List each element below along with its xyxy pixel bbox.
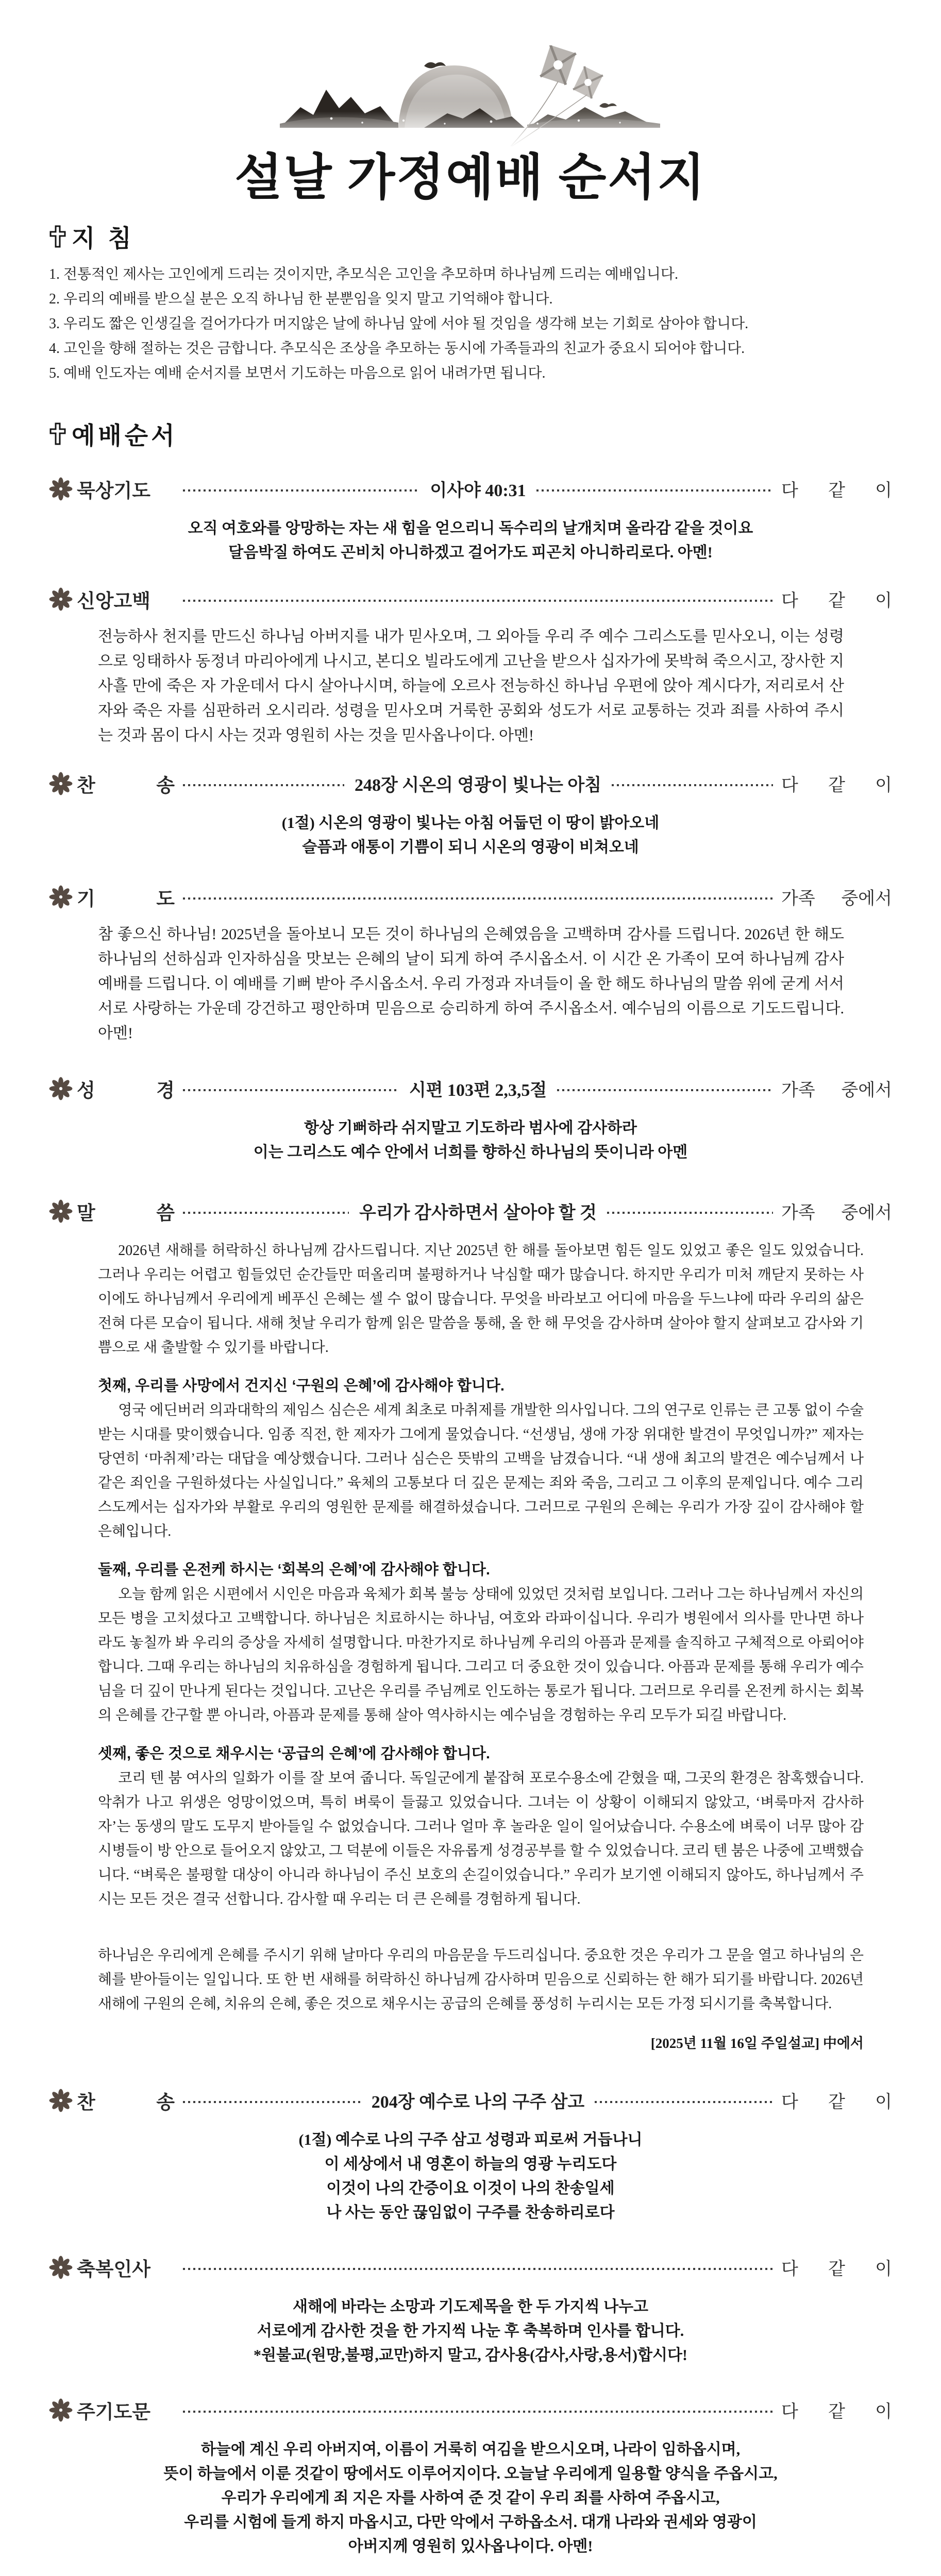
prayer-line: 우리가 우리에게 죄 지은 자를 사하여 준 것 같이 우리 죄를 사하여 주옵시고, <box>221 2489 720 2506</box>
lords-prayer-text <box>0 2437 941 2558</box>
dotted-leader <box>595 2101 773 2103</box>
sermon-point-3-heading: 셋째, 좋은 것으로 채우시는 ‘공급의 은혜’에 감사해야 합니다. <box>98 1745 490 1762</box>
sermon-point-1-heading: 첫째, 우리를 사망에서 건지신 ‘구원의 은혜’에 감사해야 합니다. <box>98 1377 505 1394</box>
flower-icon <box>49 477 73 501</box>
verse-line: (1절) 예수로 나의 구주 삼고 성령과 피로써 거듭나니 <box>298 2131 643 2148</box>
scripture-reference: 이사야 40:31 <box>430 481 526 501</box>
dotted-leader <box>557 1089 773 1091</box>
guideline-item: 1. 전통적인 제사는 고인에게 드리는 것이지만, 추모식은 고인을 추모하며 하나님께 드리는 예배입니다. <box>49 266 678 282</box>
family-prayer-text: 참 좋으신 하나님! 2025년을 돌아보니 모든 것이 하나님의 은혜였음을 고백하며 감사를 드립니다. 2026년 한 해도 하나님의 선하심과 인자하심을 맛보는 은혜의 날이 되게 하여 주시옵소서. 이 시간 온 가족이 모여 하나님께 감사예배를 드립니다. 이 예배를 기뻐 받아 주시옵소서. 우리 가정과 자녀들이 올 한 해도 하나님의 말씀 위에 굳게 서서 서로 사랑하는 가운데 강건하고 평안하며 믿음으로 승리하게 하여 주시옵소서. 예수님의 이름으로 기도드립니다. 아멘! <box>98 925 844 1042</box>
order-item-title: 주기도문 <box>77 2401 150 2423</box>
verse-line: 이 세상에서 내 영혼이 하늘의 영광 누리도다 <box>324 2155 617 2173</box>
page-title: 설날 가정예배 순서지 <box>234 150 707 205</box>
dotted-leader <box>536 489 773 492</box>
quote-line: 오직 여호와를 앙망하는 자는 새 힘을 얻으리니 독수리의 날개치며 올라감 같을 것이요 <box>188 519 753 537</box>
order-item-performer: 가족 중에서 <box>781 1204 893 1223</box>
order-item-title: 성 경 <box>77 1080 175 1101</box>
sermon-point-2-heading: 둘째, 우리를 온전케 하시는 ‘회복의 은혜’에 감사해야 합니다. <box>98 1561 490 1578</box>
order-row-hymn-248 <box>49 770 892 798</box>
guidelines-header <box>49 219 941 254</box>
cross-icon <box>49 422 66 446</box>
guidelines-list <box>49 262 892 386</box>
flower-icon <box>49 2089 73 2112</box>
meditation-scripture-text <box>0 516 941 565</box>
dotted-leader <box>183 784 344 786</box>
order-header <box>49 417 941 451</box>
order-item-title: 찬 송 <box>77 775 175 796</box>
order-item-title: 묵상기도 <box>77 480 150 502</box>
order-row-lords-prayer <box>49 2396 892 2424</box>
guidelines-header-label: 지 침 <box>72 224 135 252</box>
guideline-item: 5. 예배 인도자는 예배 순서지를 보면서 기도하는 마음으로 읽어 내려가면 됩니다. <box>49 365 546 381</box>
hymn-204-verse <box>0 2128 941 2225</box>
prayer-line: 우리를 시험에 들게 하지 마옵시고, 다만 악에서 구하옵소서. 대개 나라와 권세와 영광이 <box>184 2513 757 2531</box>
bird-icon-2 <box>599 103 617 108</box>
flower-icon <box>49 1077 73 1100</box>
order-item-title: 말 씀 <box>77 1202 175 1224</box>
dotted-leader <box>183 897 773 900</box>
order-item-performer: 다 같 이 <box>781 776 893 795</box>
verse-line: 이것이 나의 간증이요 이것이 나의 찬송일세 <box>326 2179 615 2197</box>
order-item-title: 신앙고백 <box>77 590 150 612</box>
sermon-point-3-body: 코리 텐 붐 여사의 일화가 이를 잘 보여 줍니다. 독일군에게 붙잡혀 포로수용소에 갇혔을 때, 그곳의 환경은 참혹했습니다. 악취가 나고 위생은 엉망이었으며, 특히 벼룩이 들끓고 있었습니다. 그녀는 이 상황이 이해되지 않았고, ‘벼룩마저 감사하자’는 동생의 말도 도무지 받아들일 수 없었습니다. 그러나 얼마 후 놀라운 일이 일어났습니다. 수용소에 벼룩이 너무 많아 감시병들이 방 안으로 들어오지 않았고, 그 덕분에 이들은 자유롭게 성경공부를 할 수 있었습니다. 코리 텐 붐은 나중에 고백했습니다. “벼룩은 불평할 대상이 아니라 하나님이 주신 보호의 손길이었습니다.” 우리가 보기엔 이해되지 않아도, 하나님께서 주시는 모든 것은 결국 선합니다. 감사할 때 우리는 더 큰 은혜를 경험하게 됩니다. <box>98 1770 864 1907</box>
order-item-title: 축복인사 <box>77 2259 150 2280</box>
dotted-leader <box>183 489 419 492</box>
dotted-leader <box>183 1212 349 1214</box>
cross-icon <box>49 225 66 248</box>
guideline-item: 4. 고인을 향해 절하는 것은 금합니다. 추모식은 조상을 추모하는 동시에 가족들과의 친교가 중요시 되어야 합니다. <box>49 340 745 357</box>
order-item-performer: 다 같 이 <box>781 2260 892 2279</box>
scripture-reference: 시편 103편 2,3,5절 <box>409 1081 547 1100</box>
order-item-performer: 다 같 이 <box>781 481 893 501</box>
order-row-prayer <box>49 883 892 911</box>
prayer-line: 하늘에 계신 우리 아버지여, 이름이 거룩히 여김을 받으시오며, 나라이 임하옵시며, <box>200 2441 741 2458</box>
order-item-performer: 다 같 이 <box>781 591 892 611</box>
instruction-line: *원불교(원망,불평,교만)하지 말고, 감사용(감사,사랑,용서)합시다! <box>254 2346 687 2364</box>
order-header-label: 예배순서 <box>72 421 178 449</box>
hymn-248-verse <box>0 811 941 859</box>
order-row-creed <box>49 585 892 613</box>
verse-line: 나 사는 동안 끊임없이 구주를 찬송하리로다 <box>326 2204 615 2221</box>
dotted-leader <box>183 2268 773 2270</box>
apostles-creed-text: 전능하사 천지를 만드신 하나님 아버지를 내가 믿사오며, 그 외아들 우리 주 예수 그리스도를 믿사오니, 이는 성령으로 잉태하사 동정녀 마리아에게 나시고, 본디오 빌라도에게 고난을 받으사 십자가에 못박혀 죽으시고, 장사한 지 사흘 만에 죽은 자 가운데서 다시 살아나시며, 하늘에 오르사 전능하신 하나님 우편에 앉아 계시다가, 저리로서 산 자와 죽은 자를 심판하러 오시리라. 성령을 믿사오며 거룩한 공회와 성도가 서로 교통하는 것과 죄를 사하여 주시는 것과 몸이 다시 사는 것과 영원히 사는 것을 믿사옵나이다. 아멘! <box>98 628 844 744</box>
prayer-line: 아버지께 영원히 있사옵나이다. 아멘! <box>348 2537 593 2555</box>
flower-icon <box>49 772 73 795</box>
sermon-title: 우리가 감사하면서 살아야 할 것 <box>359 1204 597 1223</box>
order-row-sermon <box>49 1197 892 1225</box>
instruction-line: 새해에 바라는 소망과 기도제목을 한 두 가지씩 나누고 <box>292 2298 649 2315</box>
scripture-reading-text <box>0 1116 941 1164</box>
quote-line: 항상 기뻐하라 쉬지말고 기도하라 범사에 감사하라 <box>304 1119 637 1137</box>
dotted-leader <box>183 2411 773 2413</box>
flower-icon <box>49 2256 73 2279</box>
order-item-performer: 다 같 이 <box>781 2402 892 2422</box>
flower-icon <box>49 885 73 909</box>
ink-mountain-illustration <box>270 45 671 148</box>
flower-icon <box>49 587 73 611</box>
order-row-meditation-prayer <box>49 475 892 503</box>
order-row-hymn-204 <box>49 2087 892 2114</box>
sermon-point-2-body: 오늘 함께 읽은 시편에서 시인은 마음과 육체가 회복 불능 상태에 있었던 것처럼 보입니다. 그러나 그는 하나님께서 자신의 모든 병을 고치셨다고 고백합니다. 하나님은 치료하시는 하나님, 여호와 라파이십니다. 우리가 병원에서 의사를 만나면 하나라도 놓칠까 봐 우리의 증상을 자세히 설명합니다. 마찬가지로 하나님께 우리의 아픔과 문제를 솔직하고 구체적으로 아뢰어야 합니다. 그때 우리는 하나님의 치유하심을 경험하게 됩니다. 그리고 더 중요한 것이 있습니다. 아픔과 문제를 통해 우리가 예수님을 더 깊이 만나게 된다는 것입니다. 고난은 우리를 주님께로 인도하는 통로가 됩니다. 그러므로 우리를 온전케 하시는 회복의 은혜를 간구할 뿐 아니라, 아픔과 문제를 통해 살아 역사하시는 예수님을 경험하는 우리 모두가 되길 바랍니다. <box>98 1586 864 1723</box>
order-row-blessing-greeting <box>49 2253 892 2281</box>
sermon-point-1-body: 영국 에딘버러 의과대학의 제임스 심슨은 세계 최초로 마취제를 개발한 의사입니다. 그의 연구로 인류는 큰 고통 없이 수술받는 시대를 맞이했습니다. 임종 직전, 한 제자가 그에게 물었습니다. “선생님, 생애 가장 위대한 발견이 무엇입니까?” 제자는 당연히 ‘마취제’라는 대답을 예상했습니다. 그러나 심슨은 뜻밖의 고백을 남겼습니다. “내 생애 최고의 발견은 예수님께서 나 같은 죄인을 구원하셨다는 사실입니다.” 육체의 고통보다 더 깊은 문제는 죄와 죽음, 그리고 그 이후의 문제입니다. 예수 그리스도께서는 십자가와 부활로 우리의 영원한 문제를 해결하셨습니다. 그러므로 구원의 은혜는 우리가 가장 깊이 감사해야 할 은혜입니다. <box>98 1402 864 1539</box>
guideline-item: 3. 우리도 짧은 인생길을 걸어가다가 머지않은 날에 하나님 앞에 서야 될 것임을 생각해 보는 기회로 삼아야 합니다. <box>49 315 749 332</box>
hymn-title: 204장 예수로 나의 구주 삼고 <box>371 2093 585 2112</box>
dotted-leader <box>607 1212 773 1214</box>
flower-icon <box>49 1199 73 1223</box>
blessing-greeting-instructions <box>0 2295 941 2367</box>
hymn-title: 248장 시온의 영광이 빛나는 아침 <box>354 776 602 795</box>
verse-line: (1절) 시온의 영광이 빛나는 아침 어둡던 이 땅이 밝아오네 <box>281 814 660 832</box>
dotted-leader <box>183 2101 361 2103</box>
sermon-body <box>98 1239 864 2056</box>
guideline-item: 2. 우리의 예배를 받으실 분은 오직 하나님 한 분뿐임을 잊지 말고 기억해야 합니다. <box>49 291 553 307</box>
order-item-performer: 가족 중에서 <box>781 1081 893 1100</box>
order-item-title: 찬 송 <box>77 2092 175 2113</box>
dotted-leader <box>183 1089 399 1091</box>
sermon-intro: 2026년 새해를 허락하신 하나님께 감사드립니다. 지난 2025년 한 해를 돌아보면 힘든 일도 있었고 좋은 일도 있었습니다. 그러나 우리는 어렵고 힘들었던 순간들만 떠올리며 불평하거나 낙심할 때가 많습니다. 하지만 우리가 미처 깨닫지 못하는 사이에도 하나님께서 우리에게 베푸신 은혜는 셀 수 없이 많습니다. 무엇을 바라보고 어디에 마음을 두느냐에 따라 우리의 삶은 전혀 다른 모습이 됩니다. 새해 첫날 우리가 함께 읽은 말씀을 통해, 올 한 해 무엇을 감사하며 살아야 할지 살펴보고 감사와 기쁨으로 새 출발할 수 있기를 바랍니다. <box>98 1242 864 1355</box>
prayer-line: 뜻이 하늘에서 이룬 것같이 땅에서도 이루어지이다. 오늘날 우리에게 일용할 양식을 주옵시고, <box>163 2465 778 2482</box>
order-item-performer: 가족 중에서 <box>781 889 892 909</box>
flower-icon <box>49 2398 73 2422</box>
dotted-leader <box>612 784 773 786</box>
quote-line: 이는 그리스도 예수 안에서 너희를 향하신 하나님의 뜻이니라 아멘 <box>253 1143 688 1161</box>
verse-line: 슬픔과 애통이 기쁨이 되니 시온의 영광이 비쳐오네 <box>302 838 639 856</box>
order-item-performer: 다 같 이 <box>781 2093 893 2112</box>
order-row-scripture <box>49 1075 892 1103</box>
sermon-source: [2025년 11월 16일 주일설교] 中에서 <box>650 2035 864 2051</box>
order-item-title: 기 도 <box>77 888 175 910</box>
dotted-leader <box>183 600 773 602</box>
quote-line: 달음박질 하여도 곤비치 아니하겠고 걸어가도 피곤치 아니하리로다. 아멘! <box>228 544 713 561</box>
instruction-line: 서로에게 감사한 것을 한 가지씩 나눈 후 축복하며 인사를 합니다. <box>257 2322 684 2340</box>
sermon-conclusion: 하나님은 우리에게 은혜를 주시기 위해 날마다 우리의 마음문을 두드리십니다. 중요한 것은 우리가 그 문을 열고 하나님의 은혜를 받아들이는 일입니다. 또 한 번 새해를 허락하신 하나님께 감사하며 믿음으로 신뢰하는 한 해가 되기를 바랍니다. 2026년 새해에 구원의 은혜, 치유의 은혜, 좋은 것으로 채우시는 공급의 은혜를 풍성히 누리시는 모든 가정 되시기를 축복합니다. <box>98 1947 864 2012</box>
